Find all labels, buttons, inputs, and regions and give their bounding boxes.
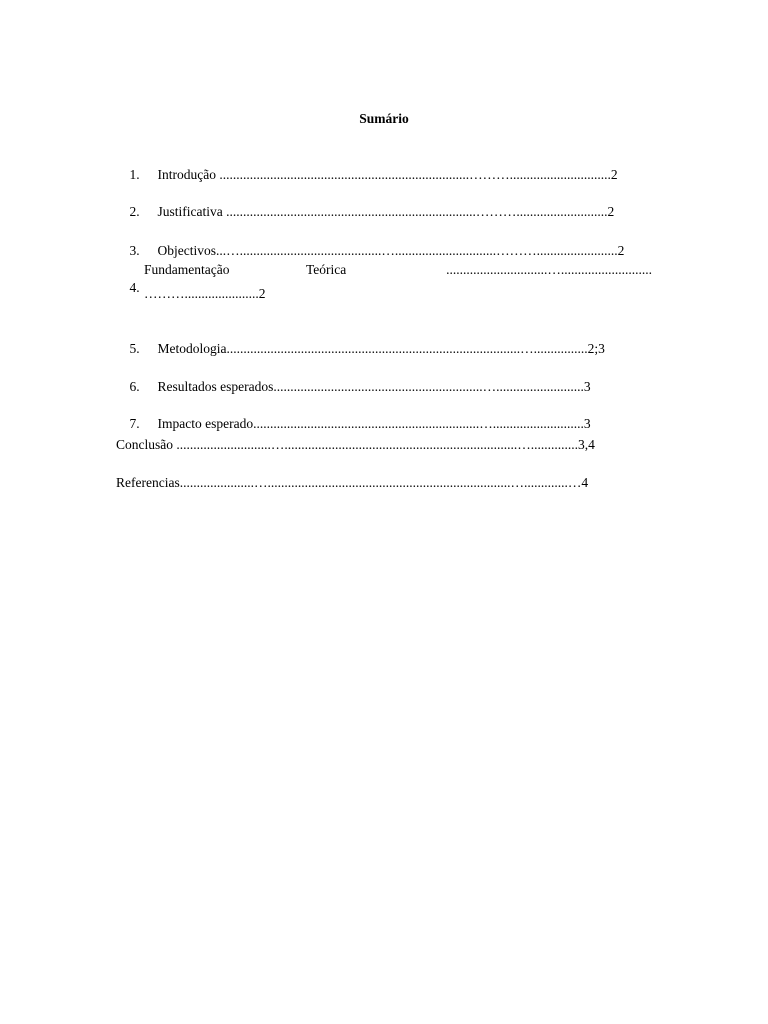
toc-title: Sumário xyxy=(359,111,409,126)
toc-entry-leader-dots: ..............................…........................... xyxy=(446,262,652,277)
toc-entry-number: 3. xyxy=(129,243,140,258)
toc-entry-text: Resultados esperados..............................................................…..........................3 xyxy=(157,379,591,394)
toc-entry-number: 1. xyxy=(129,167,140,182)
toc-entry-conclusao: Conclusão ............................….....................................................................…..............3,4 xyxy=(116,437,595,452)
toc-entry-text: Introdução ..........................................................................………..............................2 xyxy=(157,167,618,182)
toc-entry-number: 5. xyxy=(129,341,140,356)
toc-entry-number: 4. xyxy=(129,280,140,295)
toc-entry-text: Justificativa ..........................................................................………...........................2 xyxy=(157,204,615,219)
toc-entry-continuation: ………......................2 xyxy=(144,286,266,301)
toc-entry-number: 2. xyxy=(129,204,140,219)
toc-entry-referencias: Referencias......................…........................................................................….............…4 xyxy=(116,475,589,490)
toc-entry-text: Objectivos...…..........................................…..............................………........................2 xyxy=(157,243,625,258)
toc-entry-number: 6. xyxy=(129,379,140,394)
toc-entry-text: Impacto esperado...................................................................…...........................3 xyxy=(157,416,591,431)
toc-entry-label-2: Teórica xyxy=(306,262,347,277)
toc-entry-number: 7. xyxy=(129,416,140,431)
toc-entry-label: Fundamentação xyxy=(144,262,230,277)
toc-entry-text: Metodologia.......................................................................................…................2;3 xyxy=(157,341,605,356)
